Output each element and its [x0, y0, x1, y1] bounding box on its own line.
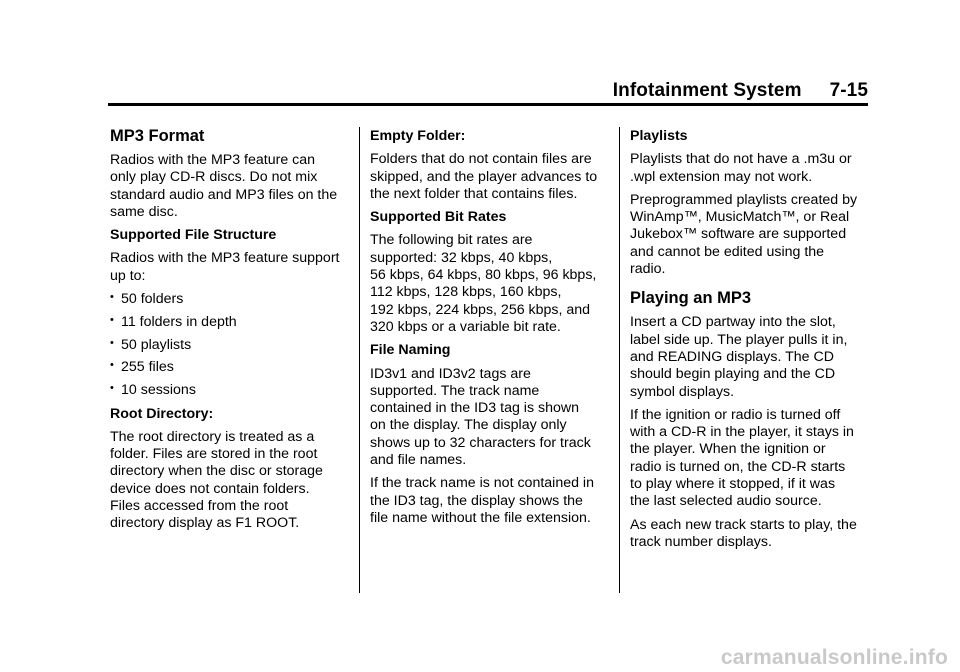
list-item: • 255 files: [110, 359, 174, 376]
paragraph: Radios with the MP3 feature can only play CD-R discs. Do not mix standard audio and MP3 files on the same disc.: [110, 152, 338, 220]
bullet-icon: •: [110, 313, 114, 326]
page-header: [108, 80, 868, 102]
paragraph: As each new track starts to play, the track number displays.: [630, 516, 857, 550]
subheading: Empty Folder:: [370, 128, 466, 144]
column-right: [630, 128, 870, 557]
list-item: • 11 folders in depth: [110, 313, 237, 330]
subheading: Supported Bit Rates: [370, 209, 507, 226]
paragraph: ID3v1 and ID3v2 tags are supported. The track name contained in the ID3 tag is shown on the display. The display only shows up to 32 characters for track and file names.: [370, 365, 591, 469]
subheading: Root Directory:: [110, 405, 214, 422]
paragraph: Playlists that do not have a .m3u or .wpl extension may not work.: [630, 151, 852, 185]
paragraph: If the track name is not contained in the ID3 tag, the display shows the file name without the file extension.: [370, 475, 594, 526]
list-item: • 50 playlists: [110, 336, 192, 353]
bullet-icon: •: [110, 382, 114, 395]
column-middle: [370, 128, 610, 533]
page-number: 7-15: [829, 80, 868, 101]
bullet-icon: •: [110, 291, 114, 304]
paragraph: Insert a CD partway into the slot, label side up. The player pulls it in, and READING displays. The CD should begin playing and the CD symbol displays.: [630, 314, 848, 400]
bullet-list: [110, 291, 350, 399]
watermark: carmanualsonline.info: [720, 646, 948, 669]
subheading: Supported File Structure: [110, 227, 277, 244]
bullet-icon: •: [110, 336, 114, 349]
header-rule: [108, 103, 868, 106]
subheading: Playlists: [630, 128, 688, 144]
paragraph: Folders that do not contain files are skipped, and the player advances to the next folder that contains files.: [370, 151, 598, 202]
column-divider: [619, 127, 620, 593]
paragraph: The following bit rates are supported: 32 kbps, 40 kbps, 56 kbps, 64 kbps, 80 kbps, 96 kbps, 112 kbps, 128 kbps, 160 kbps, 192 kbps, 224 kbps, 256 kbps, and 320 kbps or a variable bit rate.: [370, 232, 597, 335]
list-item: • 10 sessions: [110, 382, 196, 399]
paragraph: If the ignition or radio is turned off with a CD-R in the player, it stays in the player. When the ignition or radio is turned on, the CD-R starts to play where it stopped, if it was the last selected audio source.: [630, 406, 854, 510]
section-heading: Playing an MP3: [630, 289, 752, 308]
column-left: [110, 118, 350, 539]
column-divider: [359, 127, 360, 593]
paragraph: Radios with the MP3 feature support up to:: [110, 250, 340, 284]
paragraph: The root directory is treated as a folder. Files are stored in the root directory when the disc or storage device does not contain folders. Files accessed from the root directory display as F1 ROOT.: [110, 428, 323, 532]
bullet-icon: •: [110, 359, 114, 372]
paragraph: Preprogrammed playlists created by WinAmp™, MusicMatch™, or Real Jukebox™ software are supported and cannot be edited using the radio.: [630, 191, 858, 278]
section-title: Infotainment System: [612, 80, 802, 101]
subheading: File Naming: [370, 342, 451, 359]
list-item: • 50 folders: [110, 291, 184, 308]
section-heading: MP3 Format: [110, 127, 205, 145]
